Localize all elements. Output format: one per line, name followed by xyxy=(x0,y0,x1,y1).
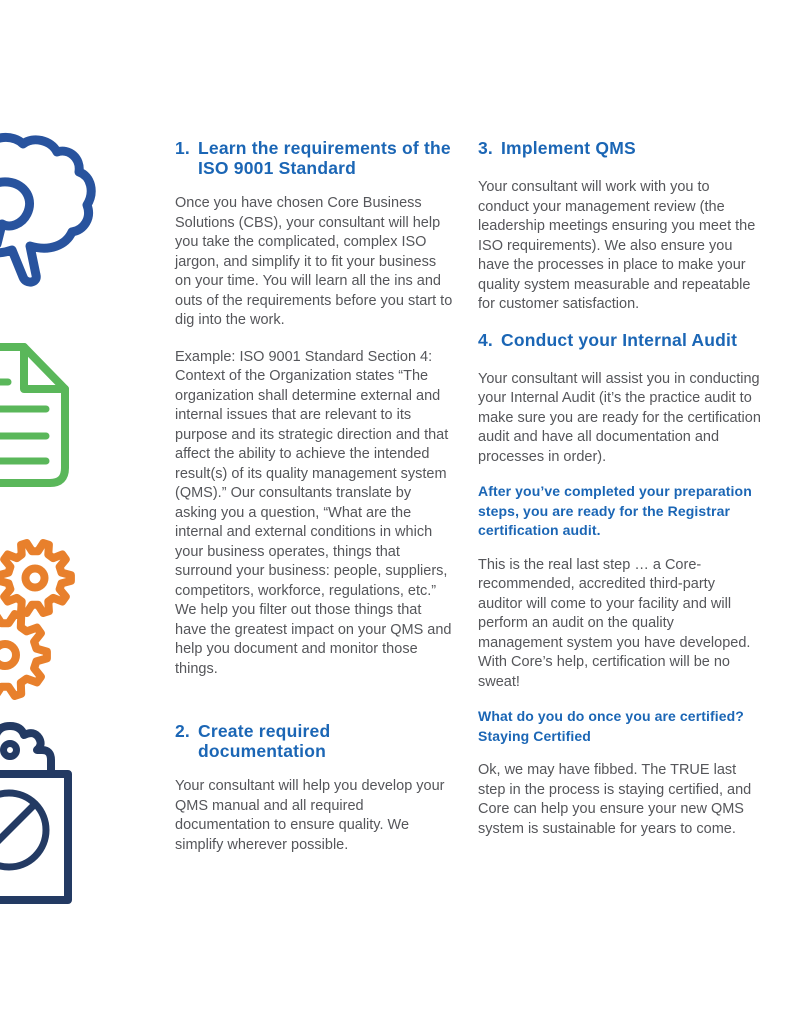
section-4-title: Conduct your Internal Audit xyxy=(501,329,738,350)
staying-certified-callout-line-1: What do you do once you are certified? xyxy=(478,708,744,724)
right-column xyxy=(478,138,762,854)
document-icon xyxy=(0,342,74,488)
section-3-number: 3. xyxy=(478,138,493,158)
registrar-callout: After you’ve completed your preparation steps, you are ready for the Registrar certification audit. xyxy=(478,483,752,538)
section-2-title: Create required documentation xyxy=(198,721,331,761)
section-1-paragraph-1: Once you have chosen Core Business Solutions (CBS), your consultant will help you take the complicated, complex ISO jargon, and simplify it to fit your business on your time. You will learn all the ins and outs of the requirements before you start to dig into the work. xyxy=(175,195,453,328)
section-4-paragraph-3: Ok, we may have fibbed. The TRUE last step in the process is staying certified, and Core can help you ensure your new QMS system is sustainable for years to come. xyxy=(478,762,752,837)
section-2-heading xyxy=(175,721,453,761)
staying-certified-callout xyxy=(478,707,762,746)
section-4-paragraph-2: This is the real last step … a Core-recommended, accredited third-party auditor will come to your facility and will perform an audit on the quality management system you have developed. With Core’s help, certification will be no sweat! xyxy=(478,556,751,690)
section-4-paragraph-1: Your consultant will assist you in conducting your Internal Audit (it’s the practice audit to make sure you are ready for the certification audit and have all documentation and processes in order). xyxy=(478,370,761,465)
left-column xyxy=(175,138,453,872)
section-1-heading xyxy=(175,138,453,178)
section-4-heading xyxy=(478,330,762,350)
section-2-paragraph-1: Your consultant will help you develop your QMS manual and all required documentation to ensure quality. We simplify wherever possible. xyxy=(175,778,445,853)
section-2-number: 2. xyxy=(175,721,190,741)
section-1-paragraph-2: Example: ISO 9001 Standard Section 4: Context of the Organization states “The organization shall determine external and internal issues that are relevant to its purpose and its strategic direction and that affect the ability to achieve the intended result(s) of its quality management system (QMS).” Our consultants translate by asking you a question, “What are the internal and external conditions in which your business operates, things that surround your business: people, suppliers, competitors, workforce, regulations, etc.” We help you filter out those things that have the greatest impact on your QMS and help you document and monitor those things. xyxy=(175,348,452,677)
section-3-heading xyxy=(478,138,762,158)
section-1-title: Learn the requirements of the ISO 9001 Standard xyxy=(198,138,451,178)
brain-icon xyxy=(0,136,92,300)
section-3-paragraph-1: Your consultant will work with you to conduct your management review (the leadership meetings ensuring you meet the ISO requirements). We also ensure you have the processes in place to make your quality system measurable and repeatable for customer satisfaction. xyxy=(478,179,756,312)
section-4-number: 4. xyxy=(478,329,493,350)
staying-certified-callout-line-2: Staying Certified xyxy=(478,727,591,744)
gears-icon xyxy=(0,537,84,702)
section-3-title: Implement QMS xyxy=(501,138,636,158)
section-1-number: 1. xyxy=(175,138,190,158)
clipboard-icon xyxy=(0,730,84,906)
